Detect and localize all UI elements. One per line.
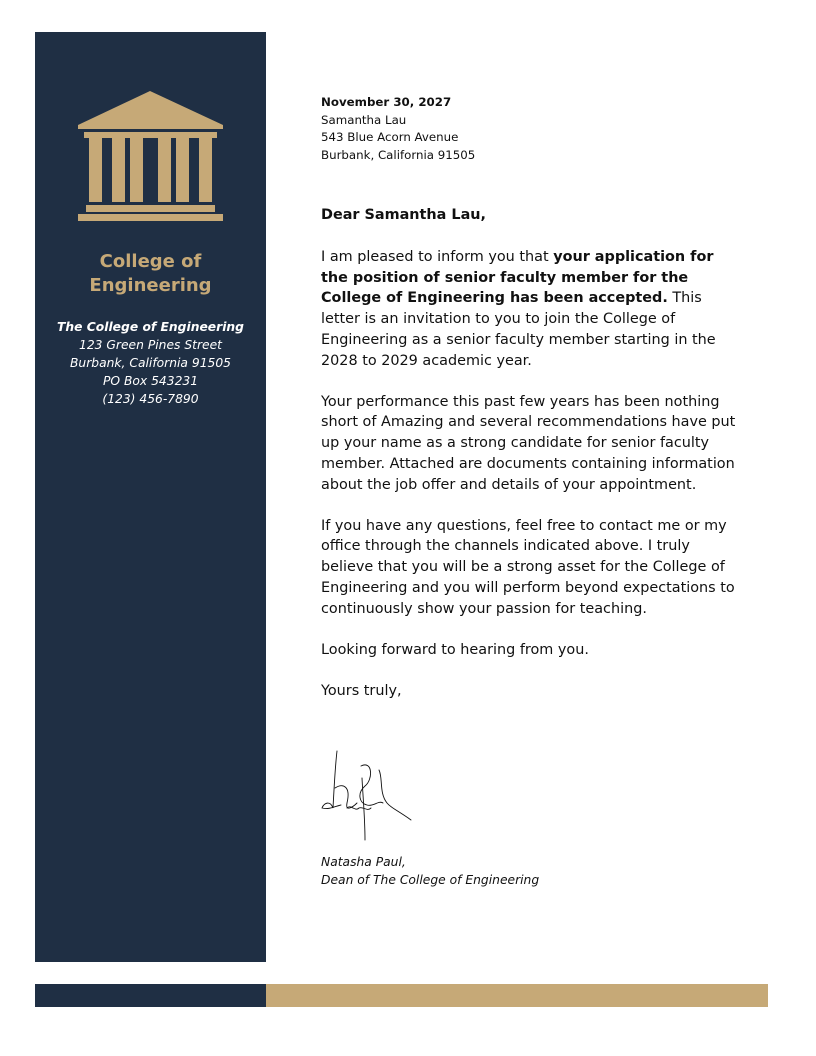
signer xyxy=(321,854,539,889)
org-name-line2: Engineering xyxy=(89,275,212,296)
org-name-line1: College of xyxy=(99,251,202,272)
letter-header xyxy=(321,94,741,164)
signature-icon xyxy=(321,748,421,843)
salutation: Dear Samantha Lau, xyxy=(321,207,486,223)
closing: Yours truly, xyxy=(321,682,402,699)
paragraph-1 xyxy=(321,247,741,371)
letter-body xyxy=(321,247,741,722)
address-po-box: PO Box 543231 xyxy=(102,374,199,388)
signer-title: Dean of The College of Engineering xyxy=(321,872,540,887)
p1-rest: This letter is an invitation to you to join the College of Engineering as a senior faculty member starting in the 2028 to 2029 academic year. xyxy=(321,290,716,369)
p1-intro: I am pleased to inform you that xyxy=(321,249,554,265)
paragraph-2: Your performance this past few years has been nothing short of Amazing and several recommendations have put up your name as a strong candidate for senior faculty member. Attached are documents containing information about the job offer and details of your appointment. xyxy=(321,393,736,493)
address-phone: (123) 456-7890 xyxy=(102,392,199,406)
building-columns-icon xyxy=(78,91,223,221)
letter-date: November 30, 2027 xyxy=(321,95,452,109)
p1-bold: your application for the position of senior faculty member for the College of Engineering has been accepted. xyxy=(321,249,714,307)
org-name xyxy=(35,250,266,298)
paragraph-4: Looking forward to hearing from you. xyxy=(321,641,589,658)
sidebar xyxy=(35,32,266,962)
address-street: 123 Green Pines Street xyxy=(79,338,222,352)
recipient-city: Burbank, California 91505 xyxy=(321,147,476,162)
address-name: The College of Engineering xyxy=(57,320,244,334)
letter xyxy=(321,94,741,699)
recipient-name: Samantha Lau xyxy=(321,112,407,127)
org-address xyxy=(35,318,266,408)
footer-bar-dark xyxy=(35,984,266,1007)
address-city: Burbank, California 91505 xyxy=(70,356,231,370)
recipient-street: 543 Blue Acorn Avenue xyxy=(321,130,459,144)
paragraph-3: If you have any questions, feel free to contact me or my office through the channels indicated above. I truly believe that you will be a strong asset for the College of Engineering and you will perform beyond expectations to continuously show your passion for teaching. xyxy=(321,517,735,617)
signer-name: Natasha Paul, xyxy=(321,855,406,869)
footer-bar-gold xyxy=(266,984,768,1007)
